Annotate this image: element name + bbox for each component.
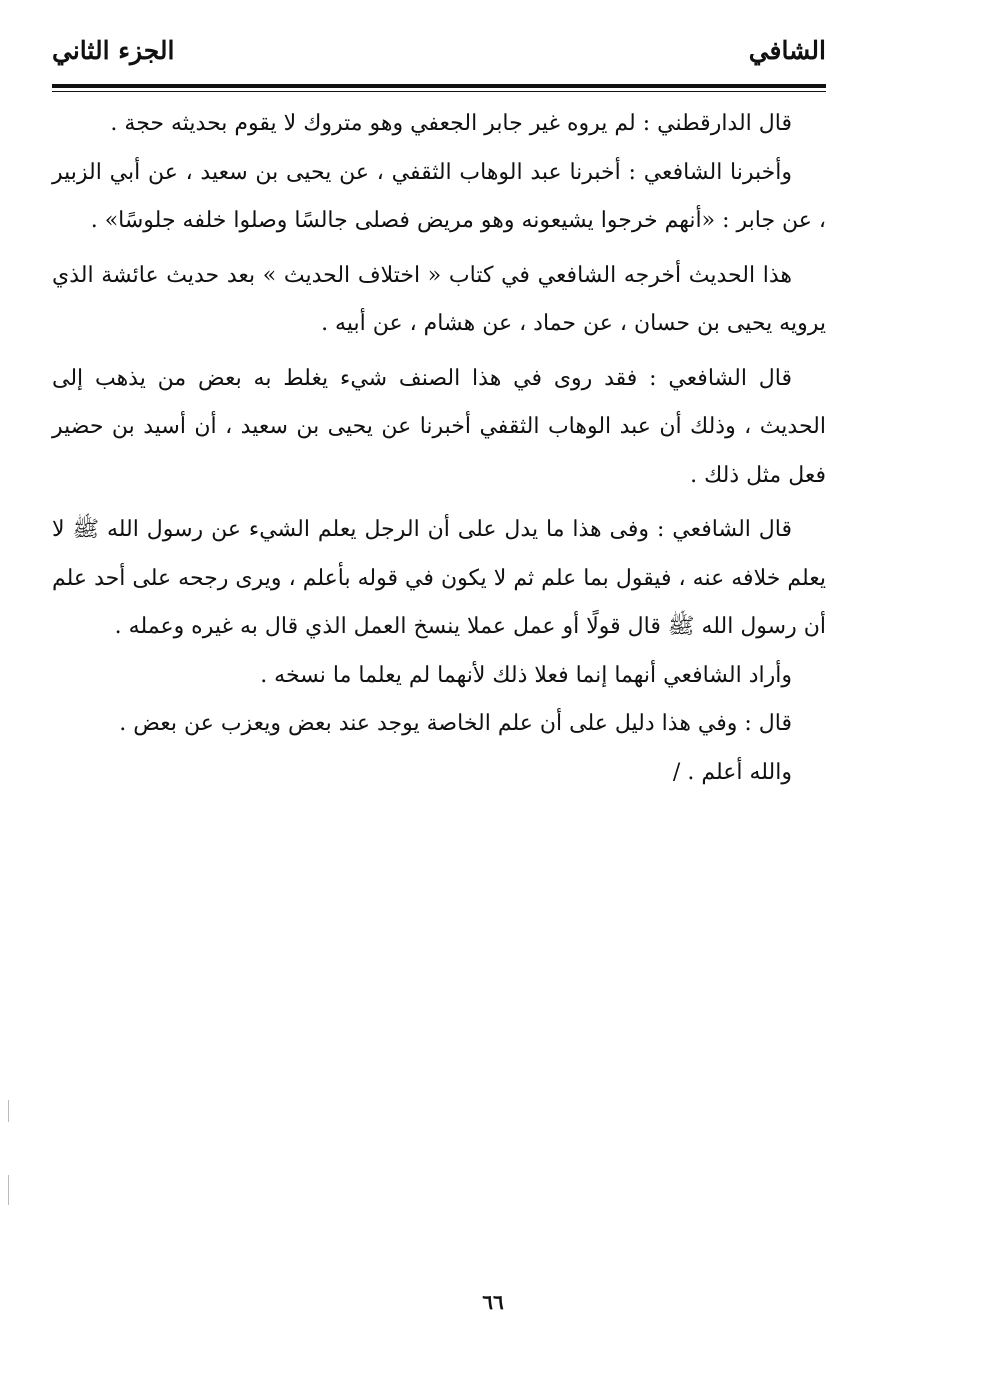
book-title: الشافي <box>748 36 826 65</box>
paragraph-special-knowledge: قال : وفي هذا دليل على أن علم الخاصة يوجد عند بعض ويعزب عن بعض . <box>119 711 792 736</box>
closing-row <box>52 749 826 798</box>
paragraph-knowledge-abrogation: قال الشافعي : وفى هذا ما يدل على أن الرجل يعلم الشيء عن رسول الله ﷺ لا يعلم خلافه عنه ، فيقول بما علم ثم لا يكون في قوله بأعلم ، ويرى رجحه على أحد علم أن رسول الله ﷺ قال قولًا أو عمل عملا ينسخ العمل الذي قال به غيره وعمله . <box>52 517 826 639</box>
header-rule-thin <box>52 91 826 92</box>
body-text <box>52 100 826 797</box>
scan-edge-mark <box>8 1175 9 1205</box>
paragraph-shafii-intent: وأراد الشافعي أنهما إنما فعلا ذلك لأنهما لم يعلما ما نسخه . <box>260 662 792 688</box>
page-number: ٦٦ <box>482 1290 504 1314</box>
scan-edge-mark <box>8 1100 9 1122</box>
paragraph-ikhtilaf-al-hadith: هذا الحديث أخرجه الشافعي في كتاب « اختلاف الحديث » بعد حديث عائشة الذي يرويه يحيى بن حسان ، عن حماد ، عن هشام ، عن أبيه . <box>52 262 826 336</box>
part-title: الجزء الثاني <box>52 36 175 65</box>
paragraph-daraqutni: قال الدارقطني : لم يروه غير جابر الجعفي وهو متروك لا يقوم بحديثه حجة . <box>110 111 792 136</box>
header-rule-thick <box>52 84 826 88</box>
page-header <box>52 34 826 78</box>
paragraph-usayd-bin-hudayr: قال الشافعي : فقد روى في هذا الصنف شيء يغلط به بعض من يذهب إلى الحديث ، وذلك أن عبد الوهاب الثقفي أخبرنا عن يحيى بن سعيد ، أن أسيد بن حضير فعل مثل ذلك . <box>52 365 826 488</box>
paragraph-jabir-hadith: وأخبرنا الشافعي : أخبرنا عبد الوهاب الثقفي ، عن يحيى بن سعيد ، عن أبي الزبير ، عن جابر : «أنهم خرجوا يشيعونه وهو مريض فصلى جالسًا وصلوا خلفه جلوسًا» . <box>52 159 826 233</box>
closing-line: والله أعلم . / <box>672 759 792 785</box>
